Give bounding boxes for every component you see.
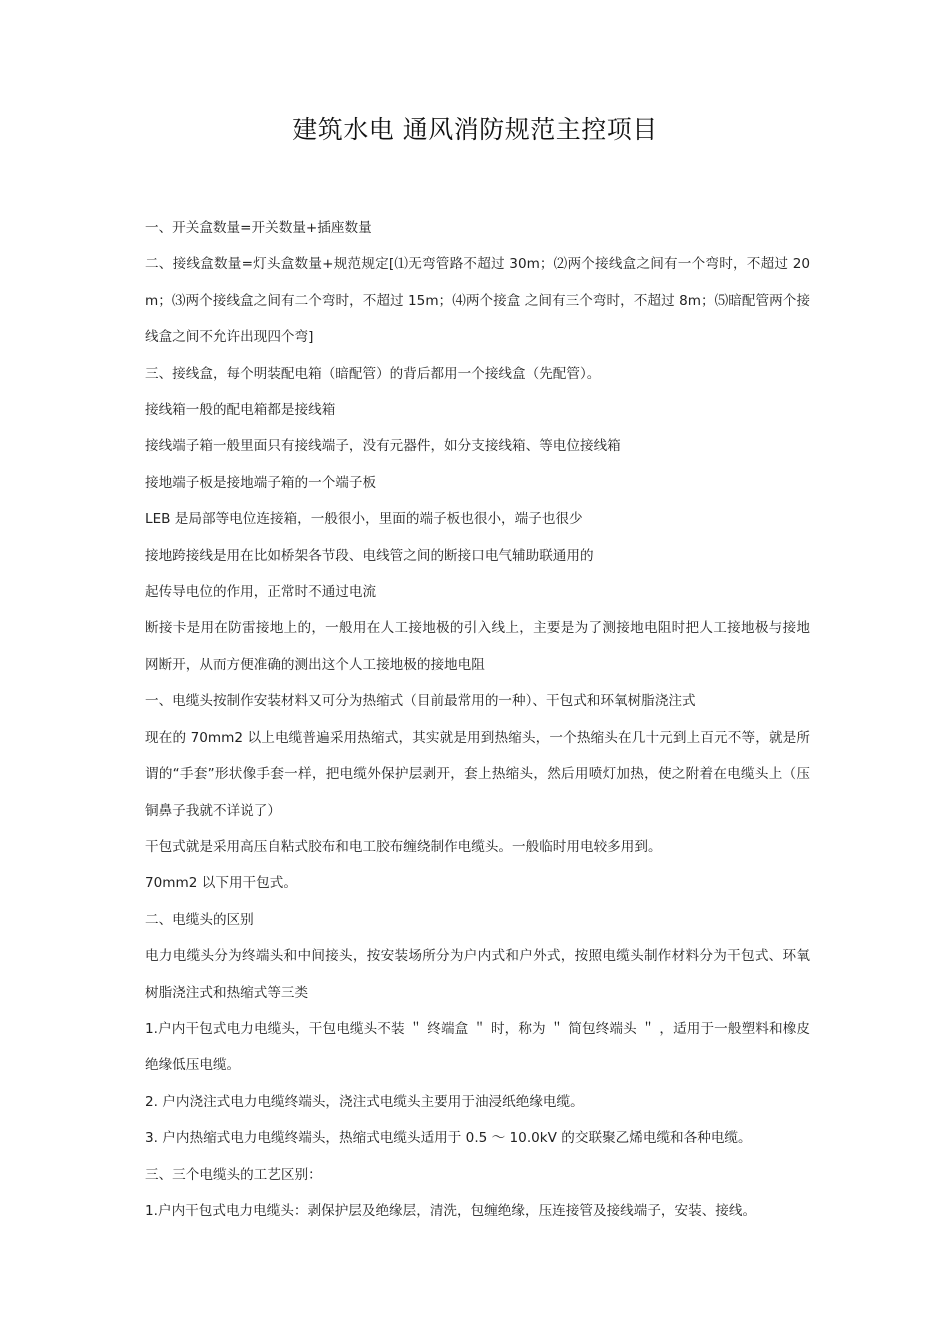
paragraph: 一、开关盒数量=开关数量+插座数量: [145, 220, 372, 236]
paragraph: 3. 户内热缩式电力电缆终端头，热缩式电缆头适用于 0.5 ～ 10.0kV 的交联聚乙烯电缆和各种电缆。: [145, 1130, 752, 1147]
paragraph: 2. 户内浇注式电力电缆终端头，浇注式电缆头主要用于油浸纸绝缘电缆。: [145, 1093, 584, 1110]
document-title: 建筑水电 通风消防规范主控项目: [292, 115, 658, 144]
paragraph: 干包式就是采用高压自粘式胶布和电工胶布缠绕制作电缆头。一般临时用电较多用到。: [145, 838, 662, 855]
paragraph: 1.户内干包式电力电缆头，干包电缆头不装 ＂ 终端盒 ＂ 时，称为 ＂ 简包终端头 ＂ ，适用于一般塑料和橡皮绝缘低压电缆。: [145, 1020, 810, 1074]
paragraph: 一、电缆头按制作安装材料又可分为热缩式（目前最常用的一种）、干包式和环氧树脂浇注式: [145, 693, 696, 710]
paragraph: 三、接线盒，每个明装配电箱（暗配管）的背后都用一个接线盒（先配管）。: [145, 365, 601, 382]
paragraph: 电力电缆头分为终端头和中间接头，按安装场所分为户内式和户外式，按照电缆头制作材料分为干包式、环氧树脂浇注式和热缩式等三类: [145, 948, 810, 1001]
paragraph: 二、接线盒数量=灯头盒数量+规范规定[⑴无弯管路不超过 30m；⑵两个接线盒之间有一个弯时，不超过 20m；⑶两个接线盒之间有二个弯时，不超过 15m；⑷两个接盒 之间有三个弯时，不超过 8m；⑸暗配管两个接线盒之间不允许出现四个弯]: [145, 256, 810, 346]
paragraph: 1.户内干包式电力电缆头：剥保护层及绝缘层，清洗，包缠绝缘，压连接管及接线端子，安装、接线。: [145, 1202, 757, 1219]
paragraph: 接地跨接线是用在比如桥架各节段、电线管之间的断接口电气辅助联通用的: [145, 547, 594, 564]
paragraph: 现在的 70mm2 以上电缆普遍采用热缩式，其实就是用到热缩头，一个热缩头在几十元到上百元不等，就是所谓的“手套”形状像手套一样，把电缆外保护层剥开，套上热缩头，然后用喷灯加热，使之附着在电缆头上（压铜鼻子我就不详说了）: [145, 729, 810, 819]
paragraph: 70mm2 以下用干包式。: [145, 875, 297, 892]
paragraph: 接线箱一般的配电箱都是接线箱: [145, 402, 336, 419]
paragraph: 接线端子箱一般里面只有接线端子，没有元器件，如分支接线箱、等电位接线箱: [145, 438, 621, 455]
document-body: [145, 210, 810, 1229]
paragraph: 起传导电位的作用，正常时不通过电流: [145, 584, 377, 601]
paragraph: 三、三个电缆头的工艺区别：: [145, 1166, 322, 1183]
paragraph: 断接卡是用在防雷接地上的，一般用在人工接地极的引入线上，主要是为了测接地电阻时把人工接地极与接地网断开，从而方便准确的测出这个人工接地极的接地电阻: [145, 620, 810, 673]
paragraph: LEB 是局部等电位连接箱，一般很小，里面的端子板也很小，端子也很少: [145, 511, 583, 528]
paragraph: 二、电缆头的区别: [145, 911, 254, 928]
paragraph: 接地端子板是接地端子箱的一个端子板: [145, 474, 377, 491]
